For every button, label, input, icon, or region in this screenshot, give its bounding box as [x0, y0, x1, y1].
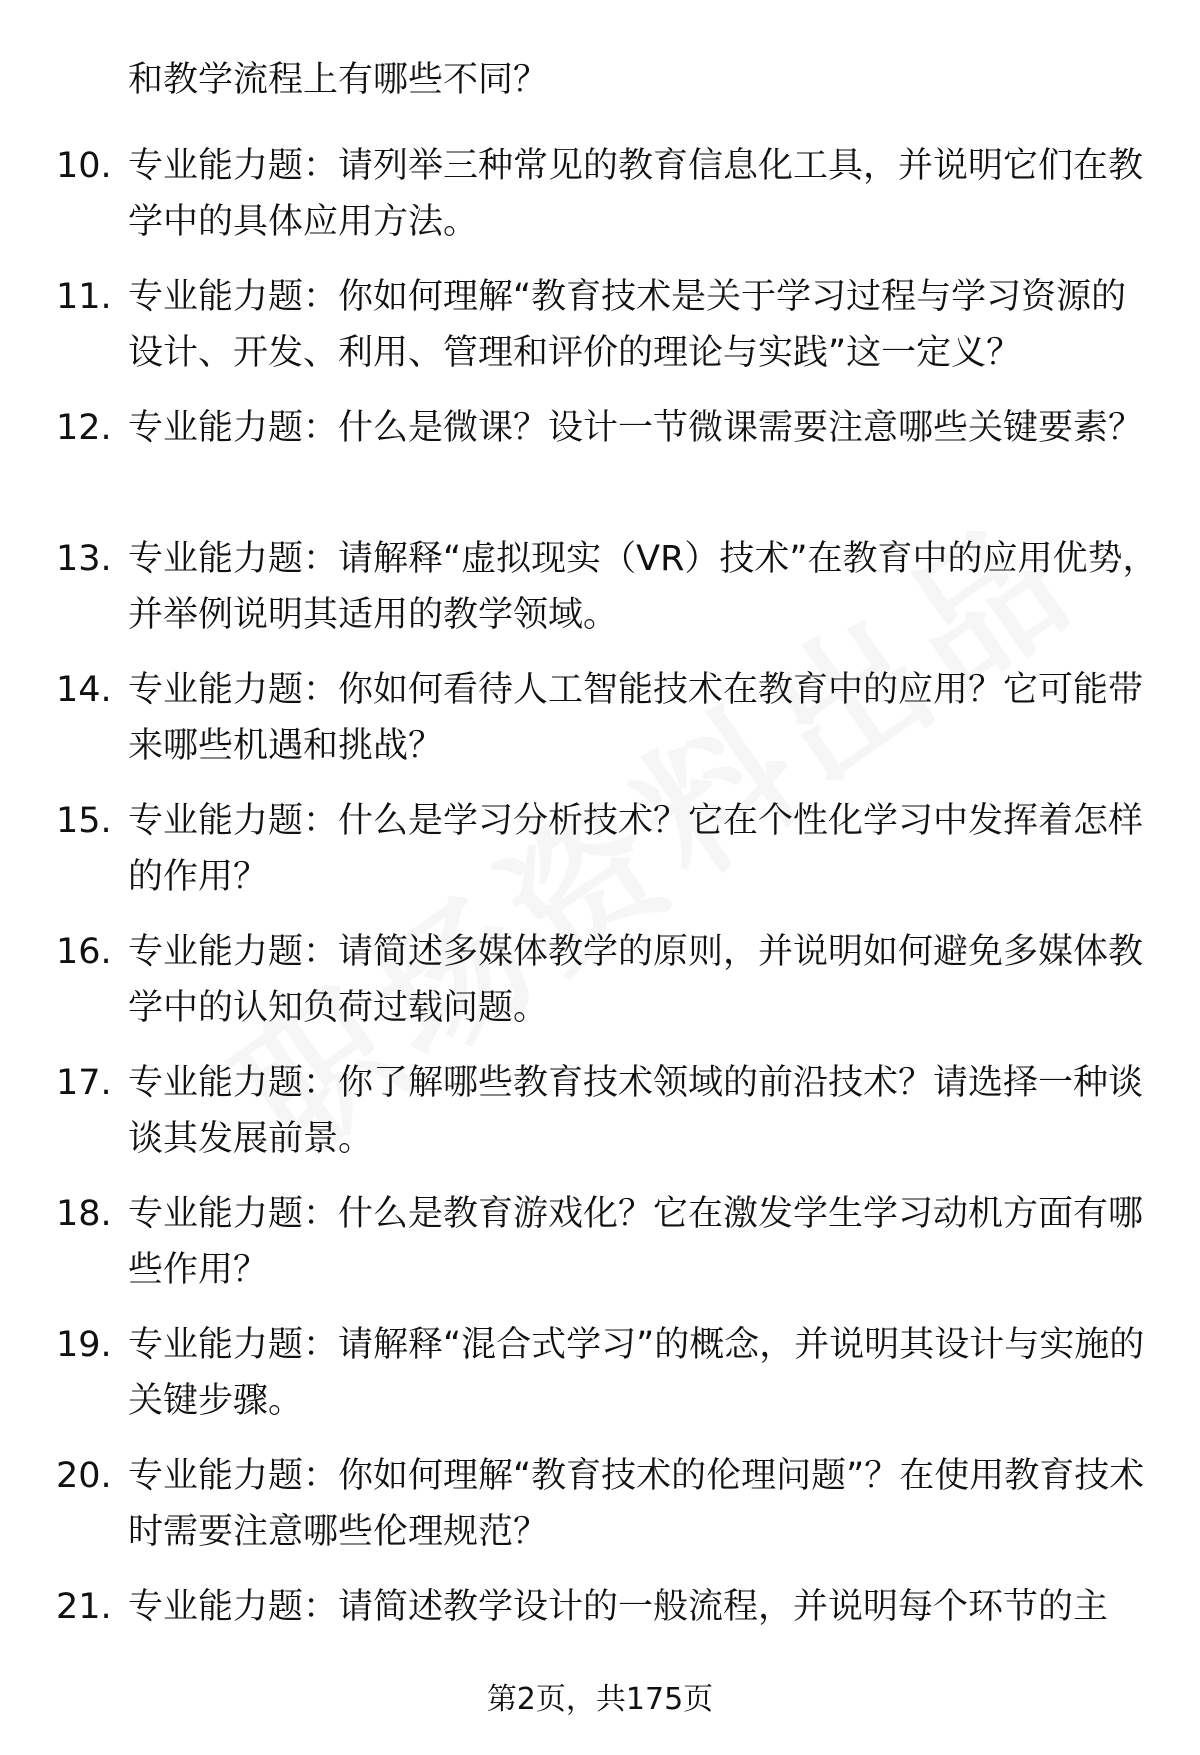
question-text: 专业能力题：请解释“虚拟现实（VR）技术”在教育中的应用优势，并举例说明其适用的教学领域。	[128, 539, 1158, 635]
continued-question-text: 和教学流程上有哪些不同？	[128, 60, 549, 100]
page-number-footer: 第2页，共175页	[486, 1682, 714, 1717]
question-number: 10.	[56, 146, 112, 186]
question-text: 专业能力题：请列举三种常见的教育信息化工具，并说明它们在教学中的具体应用方法。	[128, 146, 1144, 242]
question-text: 专业能力题：你如何理解“教育技术是关于学习过程与学习资源的设计、开发、利用、管理和评价的理论与实践”这一定义？	[128, 277, 1127, 373]
question-item	[0, 1317, 1200, 1448]
question-number: 16.	[56, 932, 112, 972]
question-number: 15.	[56, 801, 112, 841]
question-item	[0, 400, 1200, 531]
question-item	[0, 269, 1200, 400]
question-text: 专业能力题：你如何理解“教育技术的伦理问题”？在使用教育技术时需要注意哪些伦理规范？	[128, 1456, 1145, 1552]
question-text: 专业能力题：请简述教学设计的一般流程，并说明每个环节的主	[128, 1587, 1109, 1627]
question-number: 13.	[56, 539, 112, 579]
question-number: 12.	[56, 408, 112, 448]
question-item	[0, 1186, 1200, 1317]
question-text: 专业能力题：你如何看待人工智能技术在教育中的应用？它可能带来哪些机遇和挑战？	[128, 670, 1144, 766]
question-text: 专业能力题：什么是学习分析技术？它在个性化学习中发挥着怎样的作用？	[128, 801, 1144, 897]
question-number: 18.	[56, 1194, 112, 1234]
question-text: 专业能力题：你了解哪些教育技术领域的前沿技术？请选择一种谈谈其发展前景。	[128, 1063, 1144, 1159]
question-number: 20.	[56, 1456, 112, 1496]
question-item	[0, 531, 1200, 662]
question-item	[0, 1448, 1200, 1579]
question-item	[0, 924, 1200, 1055]
question-item	[0, 138, 1200, 269]
question-number: 11.	[56, 277, 112, 317]
question-item	[0, 662, 1200, 793]
question-item	[0, 1579, 1200, 1639]
question-text: 专业能力题：什么是教育游戏化？它在激发学生学习动机方面有哪些作用？	[128, 1194, 1144, 1290]
question-text: 专业能力题：请简述多媒体教学的原则，并说明如何避免多媒体教学中的认知负荷过载问题。	[128, 932, 1144, 1028]
question-list	[0, 138, 1200, 1639]
question-number: 17.	[56, 1063, 112, 1103]
question-item	[0, 1055, 1200, 1186]
question-number: 21.	[56, 1587, 112, 1627]
question-text: 专业能力题：什么是微课？设计一节微课需要注意哪些关键要素？	[128, 408, 1144, 448]
question-text: 专业能力题：请解释“混合式学习”的概念，并说明其设计与实施的关键步骤。	[128, 1325, 1145, 1421]
question-number: 19.	[56, 1325, 112, 1365]
question-number: 14.	[56, 670, 112, 710]
question-item	[0, 793, 1200, 924]
